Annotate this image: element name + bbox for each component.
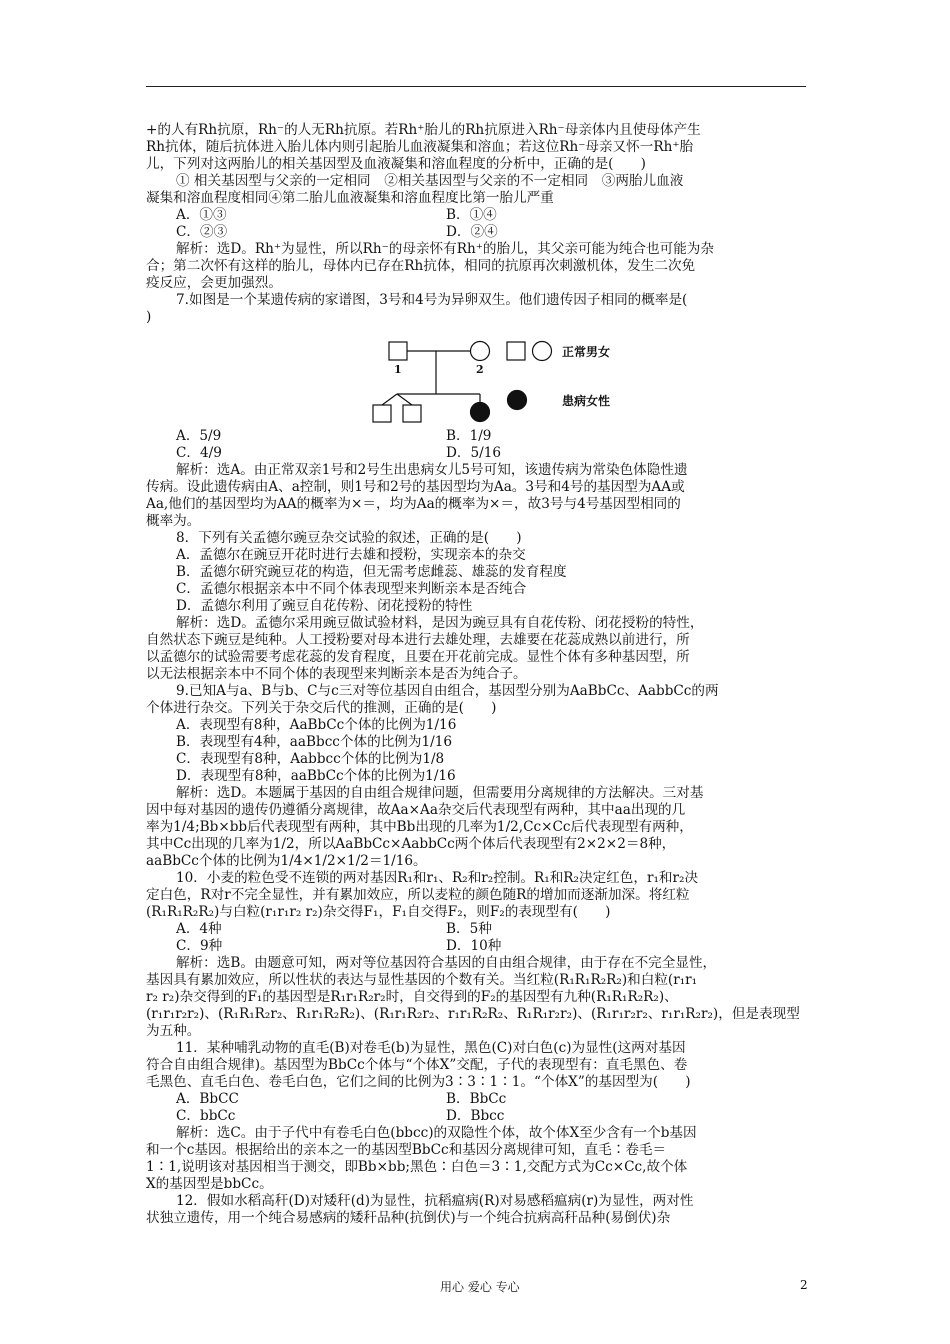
legend-normal-label: 正常男女 (562, 345, 611, 359)
q10-answer-line: (r₁r₁r₂r₂)、(R₁R₁R₂r₂、R₁r₁R₂R₂)、(R₁r₁R₂r₂、r₁r₁R₂R₂、R₁R₁r₂r₂)、(R₁r₁r₂r₂、r₁r₁R₂r₂)，但是表现型 (146, 1006, 800, 1022)
option-b: B．5种 (446, 921, 492, 937)
header-rule (146, 86, 806, 87)
option-a: A．BbCC (176, 1091, 239, 1107)
q10-options-row (146, 921, 810, 938)
footer-motto: 用心 爱心 专心 (440, 1280, 520, 1294)
pedigree-diagram (146, 332, 810, 424)
q11-options-row (146, 1108, 810, 1125)
pedigree-label-5 (476, 423, 484, 424)
pedigree-label-3 (378, 423, 386, 424)
q7-options-row (146, 428, 810, 445)
option-c: C．②③ (176, 224, 228, 240)
option-c: C．孟德尔根据亲本中不同个体表现型来判断亲本是否纯合 (176, 581, 527, 597)
q6-stem-line: Rh抗体，随后抗体进入胎儿体内则引起胎儿血液凝集和溶血；若这位Rh⁻母亲又怀一Rh⁺胎 (146, 139, 694, 155)
q7-answer-line: 传病。设此遗传病由A、a控制，则1号和2号的基因型均为Aa。3号和4号的基因型为AA或 (146, 479, 685, 495)
option-b: B．BbCc (446, 1091, 507, 1107)
page-content (146, 122, 810, 1227)
q10-answer-line: r₂ r₂)杂交得到的F₁的基因型是R₁r₁R₂r₂时，自交得到的F₂的基因型有九种(R₁R₁R₂R₂)、 (146, 989, 678, 1005)
q11-stem-line: 11．某种哺乳动物的直毛(B)对卷毛(b)为显性，黑色(C)对白色(c)为显性(这两对基因 (176, 1040, 686, 1056)
option-d: D．5/16 (446, 445, 502, 461)
q7-stem-line: ) (146, 309, 152, 325)
option-b: B．孟德尔研究豌豆花的构造，但无需考虑雌蕊、雄蕊的发育程度 (176, 564, 567, 580)
legend-male-normal-symbol (507, 342, 525, 360)
option-b: B．表现型有4种，aaBbcc个体的比例为1/16 (176, 734, 453, 750)
q7-stem-line: 7.如图是一个某遗传病的家谱图，3号和4号为异卵双生。他们遗传因子相同的概率是( (176, 292, 688, 308)
legend-female-affected-symbol (508, 391, 527, 410)
q11-answer-line: 和一个c基因。根据给出的亲本之一的基因型BbCc和基因分离规律可知，直毛∶卷毛＝ (146, 1142, 667, 1158)
q9-answer-line: 解析：选D。本题属于基因的自由组合规律问题，但需要用分离规律的方法解决。三对基 (176, 785, 704, 801)
q8-answer-line: 解析：选D。孟德尔采用豌豆做试验材料，是因为豌豆具有自花传粉、闭花授粉的特性， (176, 615, 704, 631)
male-normal-symbol (403, 405, 421, 422)
q11-options-row (146, 1091, 810, 1108)
q10-stem-line: (R₁R₁R₂R₂)与白粒(r₁r₁r₂ r₂)杂交得F₁，F₁自交得F₂，则F₂的表现型有( ) (146, 904, 611, 920)
q6-options-row (146, 224, 810, 241)
option-a: A．①③ (176, 207, 227, 223)
q7-answer-line: Aa,他们的基因型均为AA的概率为×＝，均为Aa的概率为×＝，故3号与4号基因型相同的 (146, 496, 681, 512)
q9-answer-line: aaBbCc个体的比例为1/4×1/2×1/2＝1/16。 (146, 853, 427, 869)
option-b: B．①④ (446, 207, 497, 223)
q9-stem-line: 9.已知A与a、B与b、C与c三对等位基因自由组合，基因型分别为AaBbCc、AabbCc的两 (176, 683, 719, 699)
female-affected-symbol (471, 403, 490, 422)
q6-answer-line: 解析：选D。Rh⁺为显性，所以Rh⁻的母亲怀有Rh⁺的胎儿，其父亲可能为纯合也可能为杂 (176, 241, 714, 257)
q9-answer-line: 因中每对基因的遗传仍遵循分离规律，故Aa×Aa杂交后代表现型有两种，其中aa出现的几 (146, 802, 686, 818)
q11-stem-line: 毛黑色、直毛白色、卷毛白色，它们之间的比例为3∶3∶1∶1。“个体X”的基因型为( ) (146, 1074, 691, 1090)
q6-stem-line: +的人有Rh抗原，Rh⁻的人无Rh抗原。若Rh⁺胎儿的Rh抗原进入Rh⁻母亲体内且使母体产生 (146, 122, 701, 138)
pedigree-label-2: 2 (476, 363, 484, 376)
q11-answer-line: 解析：选C。由于子代中有卷毛白色(bbcc)的双隐性个体，故个体X至少含有一个b基因 (176, 1125, 697, 1141)
q6-stem-line: 儿，下列对这两胎儿的相关基因型及血液凝集和溶血程度的分析中，正确的是( ) (146, 156, 646, 172)
q8-answer-line: 以无法根据亲本中不同个体的表现型来判断亲本是否为纯合子。 (146, 666, 527, 682)
legend-affected-label: 患病女性 (562, 394, 611, 408)
q8-answer-line: 自然状态下豌豆是纯种。人工授粉要对母本进行去雄处理，去雄要在花蕊成熟以前进行，所 (146, 632, 690, 648)
q7-options-row (146, 445, 810, 462)
q10-answer-line: 解析：选B。由题意可知，两对等位基因符合基因的自由组合规律，由于存在不完全显性， (176, 955, 717, 971)
pedigree-label-4 (408, 423, 416, 424)
q10-answer-line: 为五种。 (146, 1023, 201, 1039)
q9-answer-line: 其中Cc出现的几率为1/2，所以AaBbCc×AabbCc两个体后代表现型有2×2×2＝8种， (146, 836, 676, 852)
option-a: A．孟德尔在豌豆开花时进行去雄和授粉，实现亲本的杂交 (176, 547, 526, 563)
q9-stem-line: 个体进行杂交。下列关于杂交后代的推测，正确的是( ) (146, 700, 497, 716)
q6-answer-line: 疫反应，会更加强烈。 (146, 275, 282, 291)
q6-options-row (146, 207, 810, 224)
q11-stem-line: 符合自由组合规律)。基因型为BbCc个体与“个体X”交配，子代的表现型有：直毛黑色、卷 (146, 1057, 688, 1073)
q6-choices-line: 凝集和溶血程度相同④第二胎儿血液凝集和溶血程度比第一胎儿严重 (146, 190, 554, 206)
option-a: A．5/9 (176, 428, 222, 444)
pedigree-label-1: 1 (394, 363, 402, 376)
option-a: A．表现型有8种，AaBbCc个体的比例为1/16 (176, 717, 457, 733)
male-normal-symbol (389, 342, 407, 360)
q7-answer-line: 概率为。 (146, 513, 201, 529)
option-d: D．表现型有8种，aaBbCc个体的比例为1/16 (176, 768, 456, 784)
option-a: A．4种 (176, 921, 222, 937)
q12-stem-line: 12．假如水稻高秆(D)对矮秆(d)为显性，抗稻瘟病(R)对易感稻瘟病(r)为显性，两对性 (176, 1193, 694, 1209)
q10-options-row (146, 938, 810, 955)
q10-answer-line: 基因具有累加效应，所以性状的表达与显性基因的个数有关。当红粒(R₁R₁R₂R₂)和白粒(r₁r₁ (146, 972, 698, 988)
option-d: D．Bbcc (446, 1108, 505, 1124)
q10-stem-line: 10．小麦的粒色受不连锁的两对基因R₁和r₁、R₂和r₂控制。R₁和R₂决定红色，r₁和r₂决 (176, 870, 699, 886)
male-normal-symbol (373, 405, 391, 422)
q8-stem-line: 8．下列有关孟德尔豌豆杂交试验的叙述，正确的是( ) (176, 530, 522, 546)
legend-female-normal-symbol (533, 342, 552, 361)
q11-answer-line: X的基因型是bbCc。 (146, 1176, 273, 1192)
q7-answer-line: 解析：选A。由正常双亲1号和2号生出患病女儿5号可知，该遗传病为常染色体隐性遗 (176, 462, 688, 478)
option-c: C．bbCc (176, 1108, 236, 1124)
female-normal-symbol (471, 342, 490, 361)
option-d: D．②④ (446, 224, 498, 240)
q9-answer-line: 率为1/4;Bb×bb后代表现型有两种，其中Bb出现的几率为1/2,Cc×Cc后代表现型有两种， (146, 819, 693, 835)
q6-answer-line: 合；第二次怀有这样的胎儿，母体内已存在Rh抗体，相同的抗原再次刺激机体，发生二次免 (146, 258, 696, 274)
option-c: C．表现型有8种，Aabbcc个体的比例为1/8 (176, 751, 445, 767)
q11-answer-line: 1∶1,说明该对基因相当于测交，即Bb×bb;黑色∶白色＝3∶1,交配方式为Cc×Cc,故个体 (146, 1159, 688, 1175)
option-d: D．10种 (446, 938, 502, 954)
page-number: 2 (800, 1278, 808, 1292)
q8-answer-line: 以孟德尔的试验需要考虑花蕊的发育程度，且要在开花前完成。显性个体有多种基因型，所 (146, 649, 690, 665)
q12-stem-line: 状独立遗传，用一个纯合易感病的矮秆品种(抗倒伏)与一个纯合抗病高秆品种(易倒伏)杂 (146, 1210, 671, 1226)
option-d: D．孟德尔利用了豌豆自花传粉、闭花授粉的特性 (176, 598, 473, 614)
option-c: C．4/9 (176, 445, 222, 461)
option-b: B．1/9 (446, 428, 492, 444)
option-c: C．9种 (176, 938, 223, 954)
q10-stem-line: 定白色，R对r不完全显性，并有累加效应，所以麦粒的颜色随R的增加而逐渐加深。将红粒 (146, 887, 690, 903)
q6-choices-line: ① 相关基因型与父亲的一定相同 ②相关基因型与父亲的不一定相同 ③两胎儿血液 (176, 173, 684, 189)
